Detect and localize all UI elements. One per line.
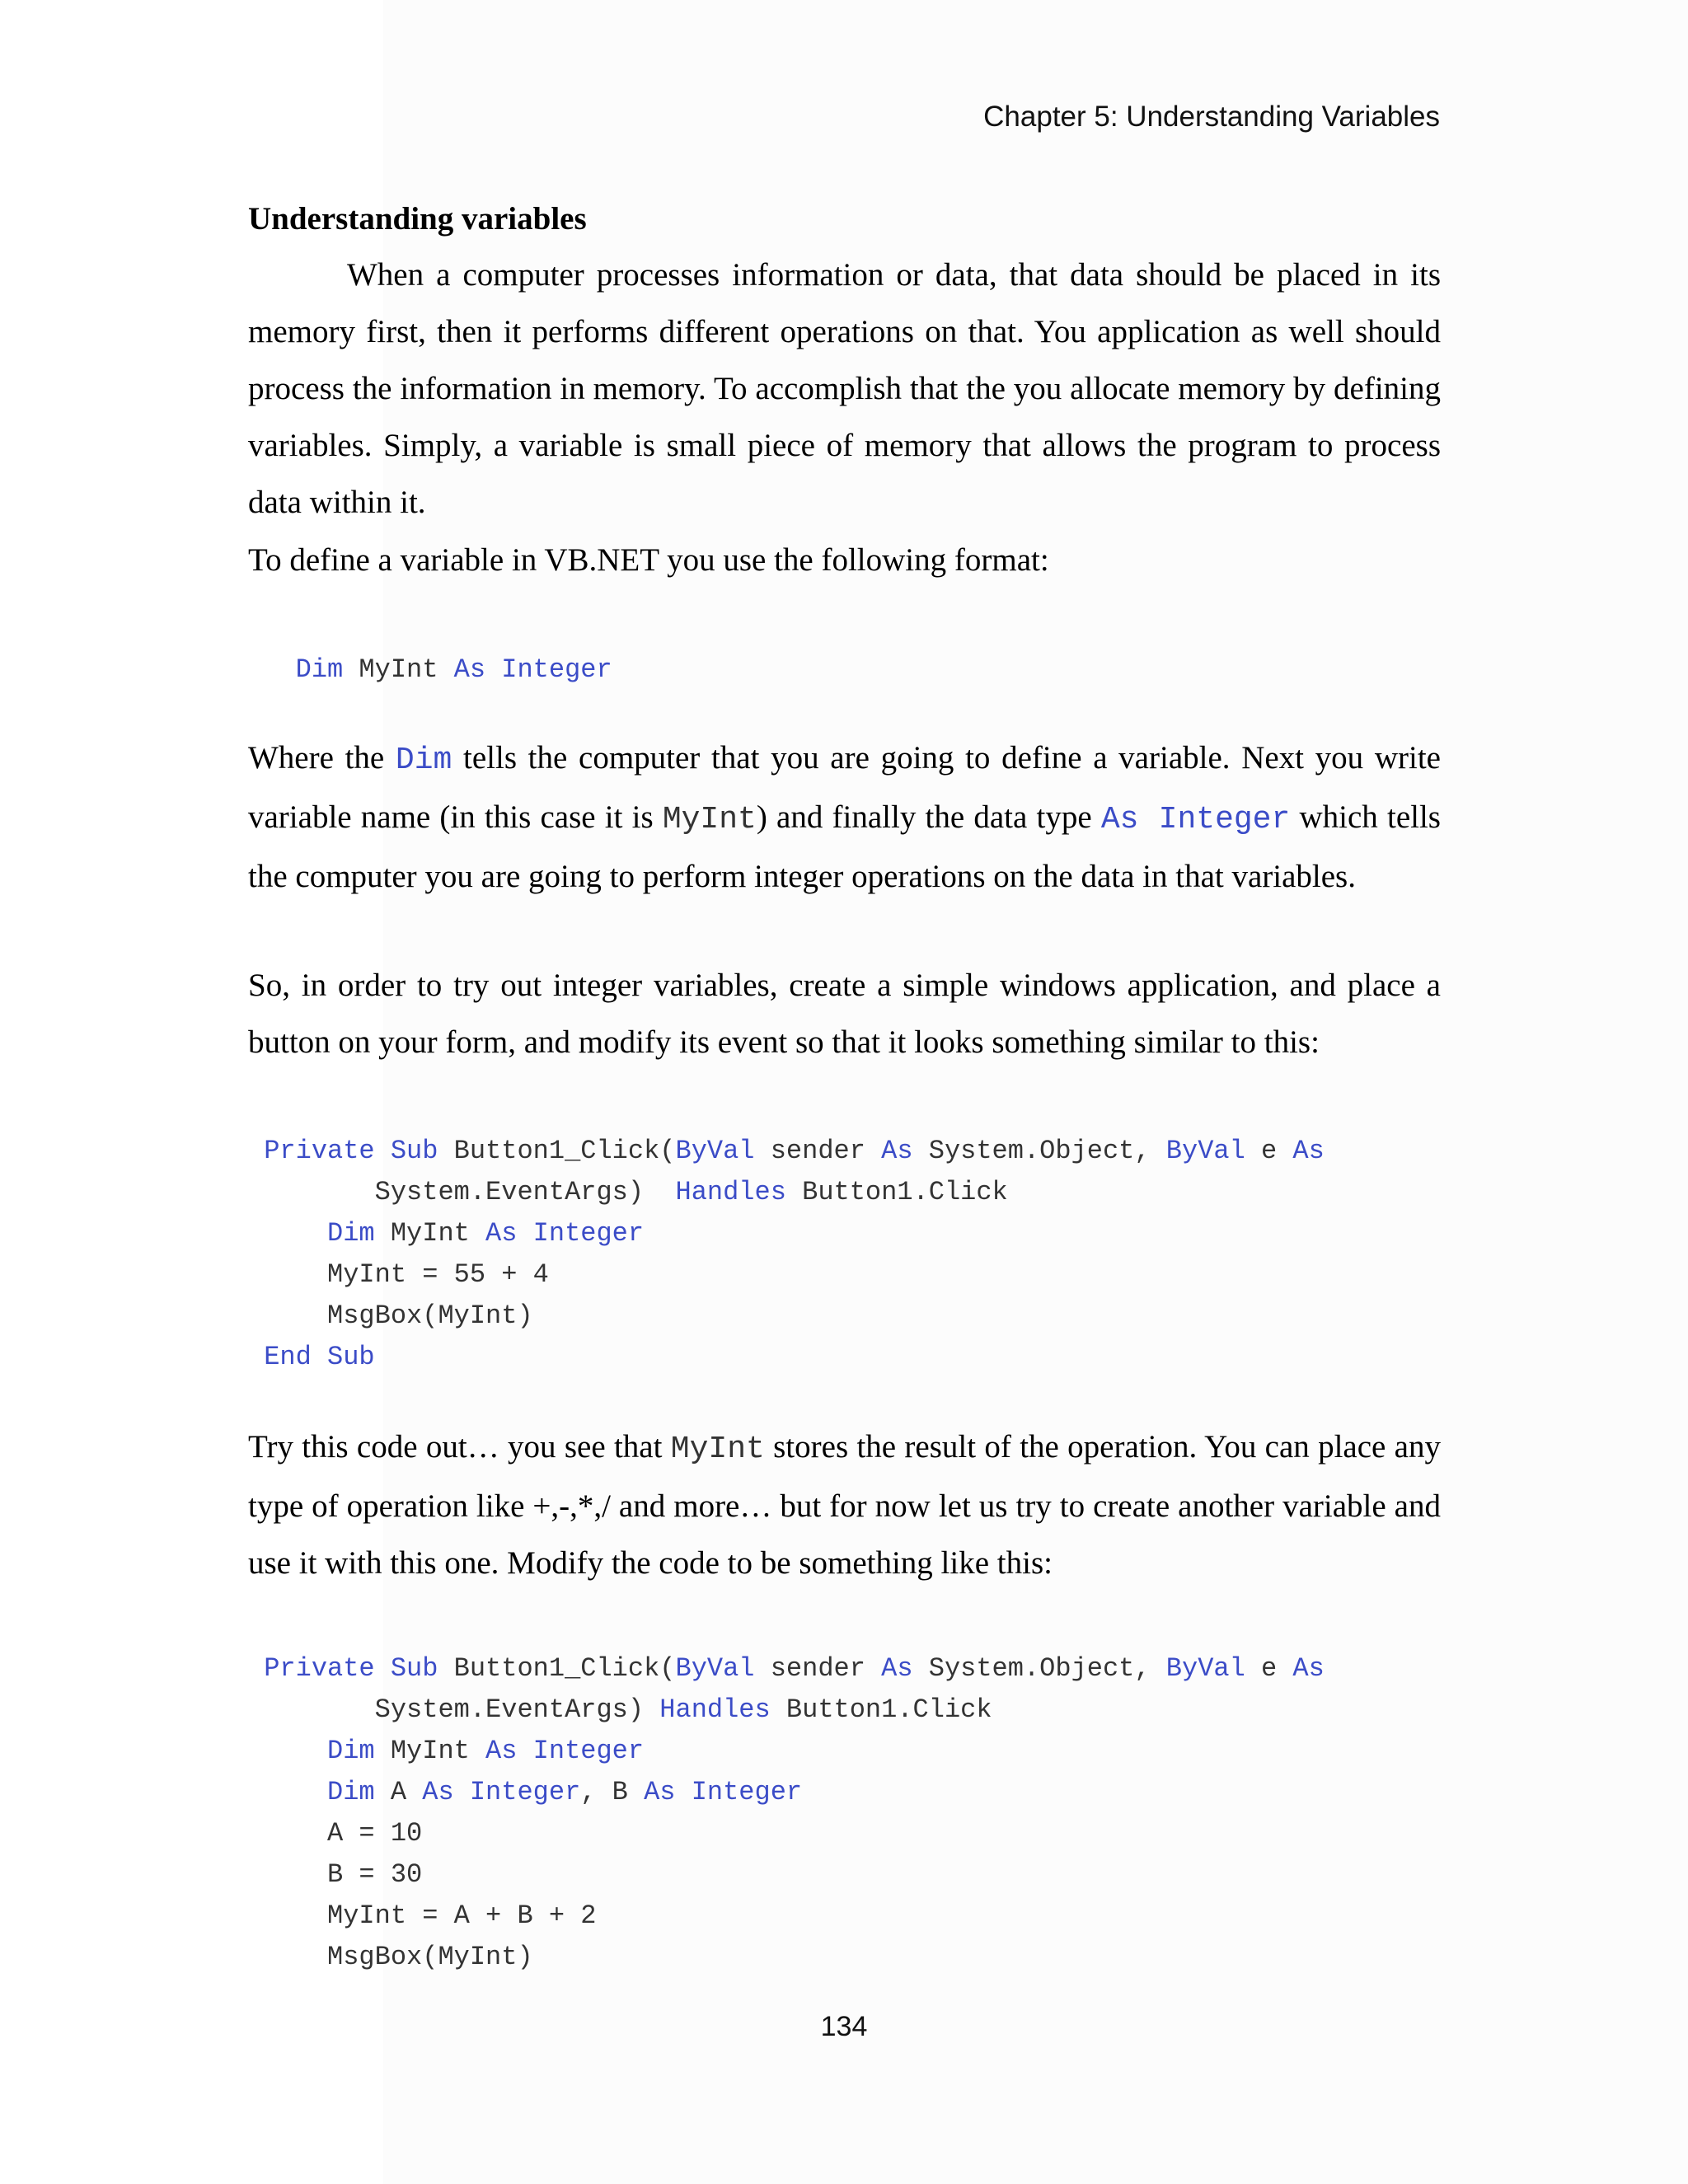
section-heading: Understanding variables (248, 201, 587, 237)
format-line: To define a variable in VB.NET you use the following format: (248, 542, 1049, 578)
code-line: MsgBox(MyInt) (327, 1942, 533, 1972)
inline-code-as-integer: As Integer (1100, 802, 1291, 837)
operations-paragraph: Try this code out… you see that MyInt stores the result of the operation. You can place any type of operation like +,-,*,/ and more… but for now let us try to create another variable and use it with this one. Modify the code to be something like this: (248, 1429, 1441, 1581)
code-line: MsgBox(MyInt) (327, 1301, 533, 1331)
code-line: End Sub (264, 1342, 375, 1372)
intro-paragraph (248, 246, 1441, 531)
code-line: System.EventArgs) Handles Button1.Click (374, 1694, 992, 1725)
code-block-1 (248, 649, 612, 691)
code-line: B = 30 (327, 1859, 423, 1890)
code-line: Dim MyInt As Integer (327, 1736, 645, 1766)
running-header: Chapter 5: Understanding Variables (983, 101, 1440, 133)
code-line: A = 10 (327, 1818, 423, 1849)
code-line: Dim MyInt As Integer (327, 1218, 645, 1249)
code-line: MyInt = 55 + 4 (327, 1259, 549, 1290)
inline-code-myint: MyInt (662, 802, 757, 837)
try-out-paragraph: So, in order to try out integer variables, create a simple windows application, and place a button on your form, and modify its event so that it looks something similar to this: (248, 968, 1441, 1060)
code-line: Dim MyInt As Integer (295, 654, 612, 685)
code-line: Dim A As Integer, B As Integer (327, 1777, 803, 1807)
intro-text: When a computer processes information or data, that data should be placed in its memory first, then it performs different operations on that. You application as well should process the information in memory. To accomplish that the you allocate memory by defining variables. Simply, a variable is small piece of memory that allows the program to process data within it. (248, 257, 1441, 520)
page-number: 134 (820, 2011, 868, 2042)
code-block-3 (248, 1648, 1325, 1978)
code-line: MyInt = A + B + 2 (327, 1900, 597, 1931)
code-line: Private Sub Button1_Click(ByVal sender As System.Object, ByVal e As (264, 1653, 1325, 1684)
inline-code-myint: MyInt (670, 1432, 765, 1467)
dim-explanation-paragraph: Where the Dim tells the computer that you are going to define a variable. Next you write variable name (in this case it is MyInt) and finally the data type As Integer which tells the computer you are going to perform integer operations on the data in that variables. (248, 740, 1441, 894)
code-line: Private Sub Button1_Click(ByVal sender As System.Object, ByVal e As (264, 1136, 1325, 1166)
code-block-2 (248, 1131, 1325, 1378)
inline-code-dim: Dim (395, 743, 452, 778)
code-line: System.EventArgs) Handles Button1.Click (374, 1177, 1008, 1207)
